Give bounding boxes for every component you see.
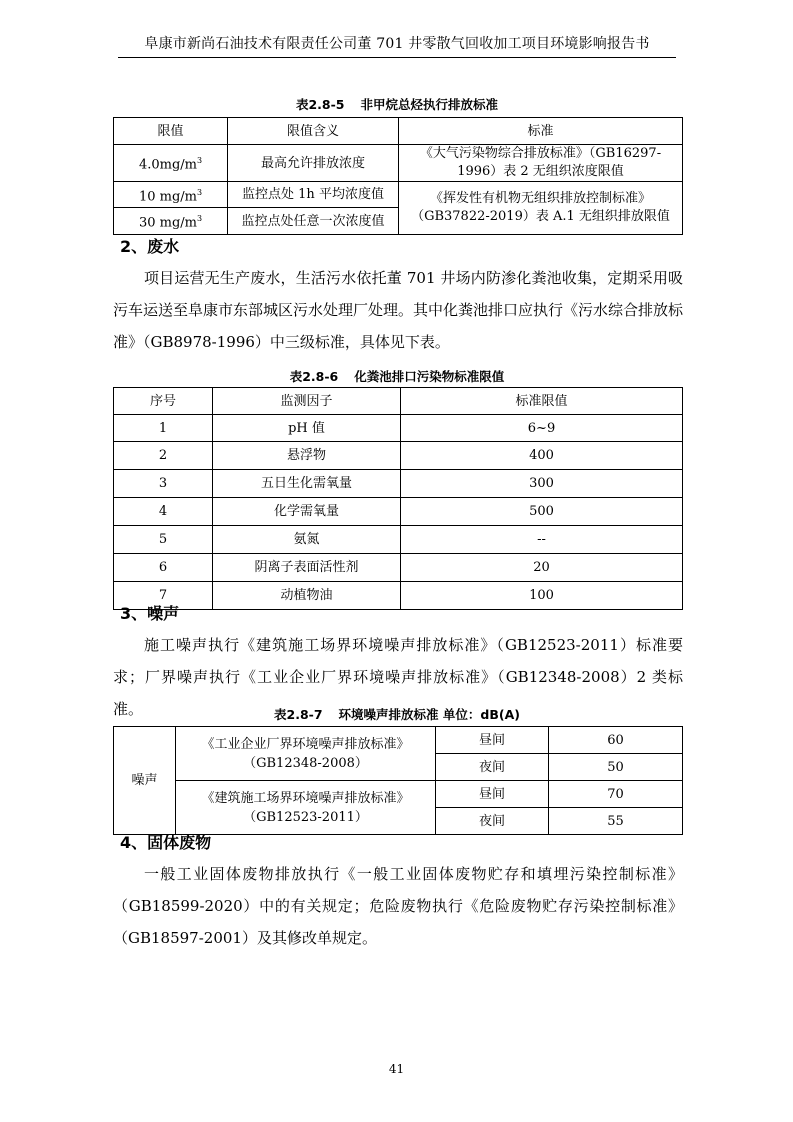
noise-standard-table (113, 726, 683, 835)
factor-cell: 阴离子表面活性剂 (213, 554, 401, 582)
column-header: 标准限值 (401, 388, 683, 415)
column-header: 限值 (114, 118, 228, 145)
index-cell: 7 (114, 582, 213, 610)
pollutant-limit-table (113, 387, 683, 610)
index-cell: 3 (114, 470, 213, 498)
standard-cell: 《工业企业厂界环境噪声排放标准》（GB12348-2008） (176, 727, 436, 781)
index-cell: 6 (114, 554, 213, 582)
table-row (114, 727, 683, 754)
table-caption (112, 706, 682, 724)
paragraph: 项目运营无生产废水，生活污水依托董 701 井场内防渗化粪池收集，定期采用吸污车运送至阜康市东部城区污水处理厂处理。其中化粪池排口应执行《污水综合排放标准》（GB8978-1996）中三级标准，具体见下表。 (113, 269, 684, 351)
limit-cell: 6~9 (401, 415, 683, 442)
table-row (114, 442, 683, 470)
table-number: 表2.8-7 (274, 707, 323, 722)
page-number: 41 (388, 1062, 405, 1076)
table-row (114, 498, 683, 526)
meaning-cell: 监控点处 1h 平均浓度值 (228, 182, 399, 208)
value-cell: 70 (549, 781, 683, 808)
column-header: 序号 (114, 388, 213, 415)
table-title: 化粪池排口污染物标准限值 (354, 369, 505, 384)
table-row (114, 526, 683, 554)
factor-cell: 悬浮物 (213, 442, 401, 470)
column-header: 限值含义 (228, 118, 399, 145)
limit-cell: 20 (401, 554, 683, 582)
table-number: 表2.8-5 (295, 97, 345, 112)
table-row (114, 415, 683, 442)
table-title: 环境噪声排放标准 单位：dB(A) (338, 707, 520, 722)
section-heading: 3、噪声 (120, 604, 180, 623)
table-caption (112, 96, 682, 114)
table-header-row (114, 118, 683, 145)
value-cell: 60 (549, 727, 683, 754)
table-row (114, 470, 683, 498)
column-header: 监测因子 (213, 388, 401, 415)
limit-cell: 100 (401, 582, 683, 610)
standard-cell: 《建筑施工场界环境噪声排放标准》（GB12523-2011） (176, 781, 436, 835)
page-header: 阜康市新尚石油技术有限责任公司董 701 井零散气回收加工项目环境影响报告书 (144, 36, 650, 52)
table-title: 非甲烷总烃执行排放标准 (360, 97, 499, 112)
period-cell: 昼间 (436, 781, 549, 808)
header-rule (118, 57, 676, 58)
section-heading: 2、废水 (120, 237, 180, 256)
table-row (114, 781, 683, 808)
period-cell: 夜间 (436, 754, 549, 781)
category-cell: 噪声 (114, 727, 176, 835)
table-row (114, 182, 683, 208)
paragraph: 施工噪声执行《建筑施工场界环境噪声排放标准》（GB12523-2011）标准要求；厂界噪声执行《工业企业厂界环境噪声排放标准》（GB12348-2008）2 类标准。 (113, 636, 683, 718)
meaning-cell: 最高允许排放浓度 (228, 145, 399, 182)
limit-cell: 300 (401, 470, 683, 498)
index-cell: 1 (114, 415, 213, 442)
value-cell: 55 (549, 808, 683, 835)
factor-cell: 氨氮 (213, 526, 401, 554)
limit-cell: 400 (401, 442, 683, 470)
emission-standard-table (113, 117, 683, 235)
factor-cell: 化学需氧量 (213, 498, 401, 526)
index-cell: 4 (114, 498, 213, 526)
limit-cell: 30 $mg/m^3$ (114, 208, 228, 235)
limit-cell: 10 $mg/m^3$ (114, 182, 228, 208)
column-header: 标准 (399, 118, 683, 145)
period-cell: 夜间 (436, 808, 549, 835)
period-cell: 昼间 (436, 727, 549, 754)
index-cell: 2 (114, 442, 213, 470)
factor-cell: 五日生化需氧量 (213, 470, 401, 498)
table-header-row (114, 388, 683, 415)
standard-cell: 《大气污染物综合排放标准》（GB16297-1996）表 2 无组织浓度限值 (399, 145, 683, 182)
table-row (114, 554, 683, 582)
index-cell: 5 (114, 526, 213, 554)
factor-cell: 动植物油 (213, 582, 401, 610)
table-row (114, 582, 683, 610)
table-number: 表2.8-6 (289, 369, 339, 384)
value-cell: 50 (549, 754, 683, 781)
limit-cell: -- (401, 526, 683, 554)
limit-cell: $4.0mg/m^3$ (114, 145, 228, 182)
limit-cell: 500 (401, 498, 683, 526)
factor-cell: pH 值 (213, 415, 401, 442)
section-heading: 4、固体废物 (120, 833, 212, 852)
standard-cell: 《挥发性有机物无组织排放控制标准》（GB37822-2019）表 A.1 无组织排放限值 (399, 182, 683, 235)
table-caption (112, 368, 682, 386)
table-row (114, 145, 683, 182)
meaning-cell: 监控点处任意一次浓度值 (228, 208, 399, 235)
paragraph: 一般工业固体废物排放执行《一般工业固体废物贮存和填埋污染控制标准》（GB18599-2020）中的有关规定；危险废物执行《危险废物贮存污染控制标准》（GB18597-2001）及其修改单规定。 (113, 865, 683, 947)
